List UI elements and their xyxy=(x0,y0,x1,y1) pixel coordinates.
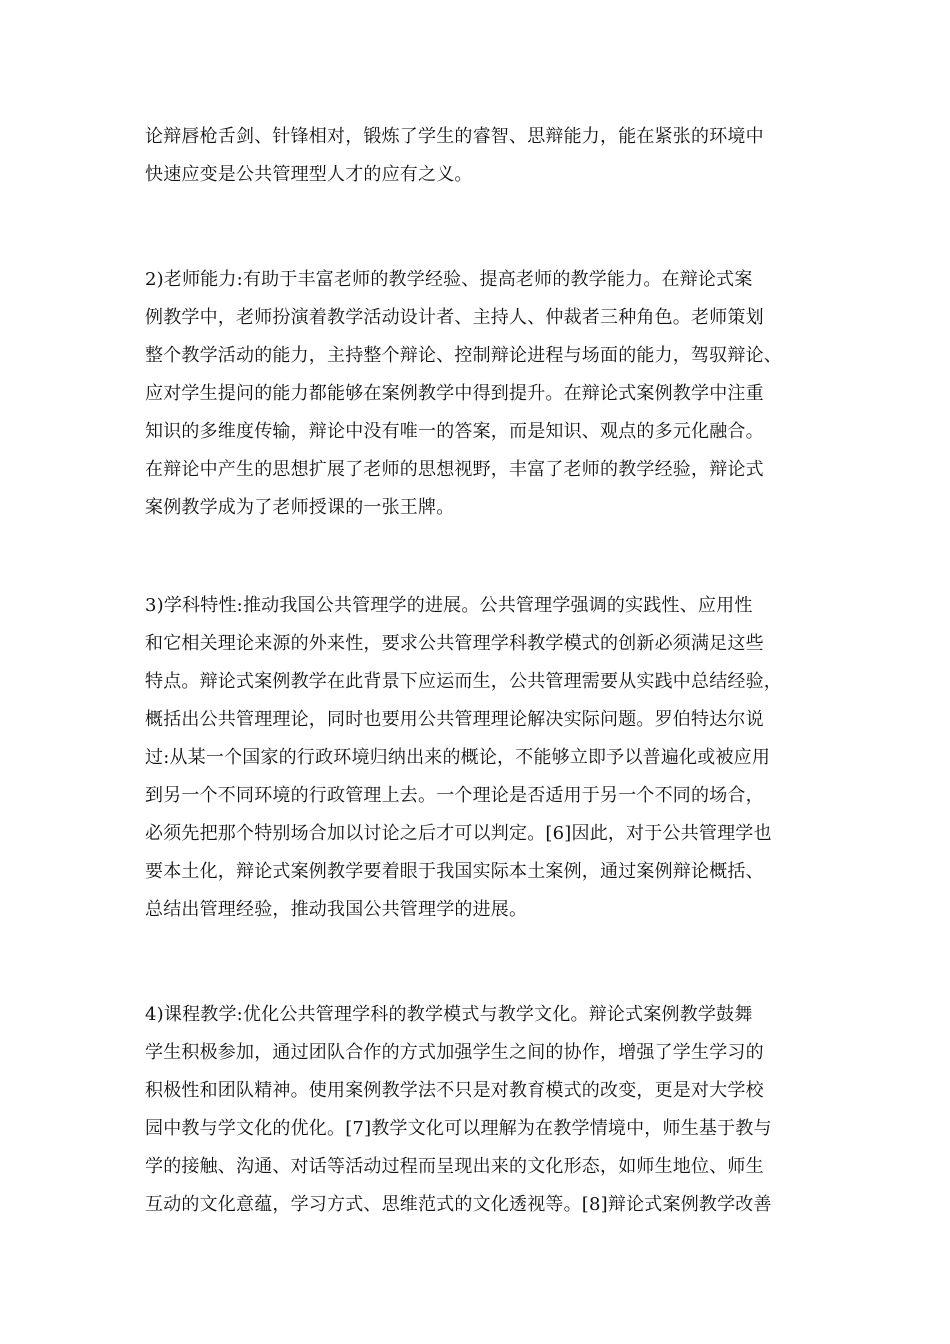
text-line: 应对学生提问的能力都能够在案例教学中得到提升。在辩论式案例教学中注重 xyxy=(145,383,764,404)
text-line: 例教学中，老师扮演着教学活动设计者、主持人、仲裁者三种角色。老师策划 xyxy=(145,307,764,328)
text-line: 在辩论中产生的思想扩展了老师的思想视野，丰富了老师的教学经验，辩论式 xyxy=(145,459,764,480)
text-line: 2)老师能力:有助于丰富老师的教学经验、提高老师的教学能力。在辩论式案 xyxy=(145,269,753,290)
text-line: 和它相关理论来源的外来性，要求公共管理学科教学模式的创新必须满足这些 xyxy=(145,633,764,654)
text-line: 学的接触、沟通、对话等活动过程而呈现出来的文化形态，如师生地位、师生 xyxy=(145,1156,764,1177)
text-line: 整个教学活动的能力，主持整个辩论、控制辩论进程与场面的能力，驾驭辩论、 xyxy=(145,345,782,366)
text-line: 到另一个不同环境的行政管理上去。一个理论是否适用于另一个不同的场合， xyxy=(145,785,764,806)
text-line: 知识的多维度传输，辩论中没有唯一的答案，而是知识、观点的多元化融合。 xyxy=(145,421,764,442)
text-line: 必须先把那个特别场合加以讨论之后才可以判定。[6]因此，对于公共管理学也 xyxy=(145,823,772,844)
text-line: 论辩唇枪舌剑、针锋相对，锻炼了学生的睿智、思辩能力，能在紧张的环境中 xyxy=(145,126,764,147)
text-line: 互动的文化意蕴，学习方式、思维范式的文化透视等。[8]辩论式案例教学改善 xyxy=(145,1194,772,1215)
text-line: 概括出公共管理理论，同时也要用公共管理理论解决实际问题。罗伯特达尔说 xyxy=(145,709,764,730)
text-line: 案例教学成为了老师授课的一张王牌。 xyxy=(145,497,455,518)
text-line: 学生积极参加，通过团队合作的方式加强学生之间的协作，增强了学生学习的 xyxy=(145,1042,764,1063)
text-line: 要本土化，辩论式案例教学要着眼于我国实际本土案例，通过案例辩论概括、 xyxy=(145,861,764,882)
text-line: 特点。辩论式案例教学在此背景下应运而生，公共管理需要从实践中总结经验， xyxy=(145,671,782,692)
text-line: 总结出管理经验，推动我国公共管理学的进展。 xyxy=(145,899,528,920)
text-line: 园中教与学文化的优化。[7]教学文化可以理解为在教学情境中，师生基于教与 xyxy=(145,1118,772,1139)
text-line: 3)学科特性:推动我国公共管理学的进展。公共管理学强调的实践性、应用性 xyxy=(145,595,753,616)
text-line: 快速应变是公共管理型人才的应有之义。 xyxy=(145,164,473,185)
text-line: 4)课程教学:优化公共管理学科的教学模式与教学文化。辩论式案例教学鼓舞 xyxy=(145,1004,753,1025)
text-line: 积极性和团队精神。使用案例教学法不只是对教育模式的改变，更是对大学校 xyxy=(145,1080,764,1101)
text-line: 过:从某一个国家的行政环境归纳出来的概论，不能够立即予以普遍化或被应用 xyxy=(145,747,771,768)
